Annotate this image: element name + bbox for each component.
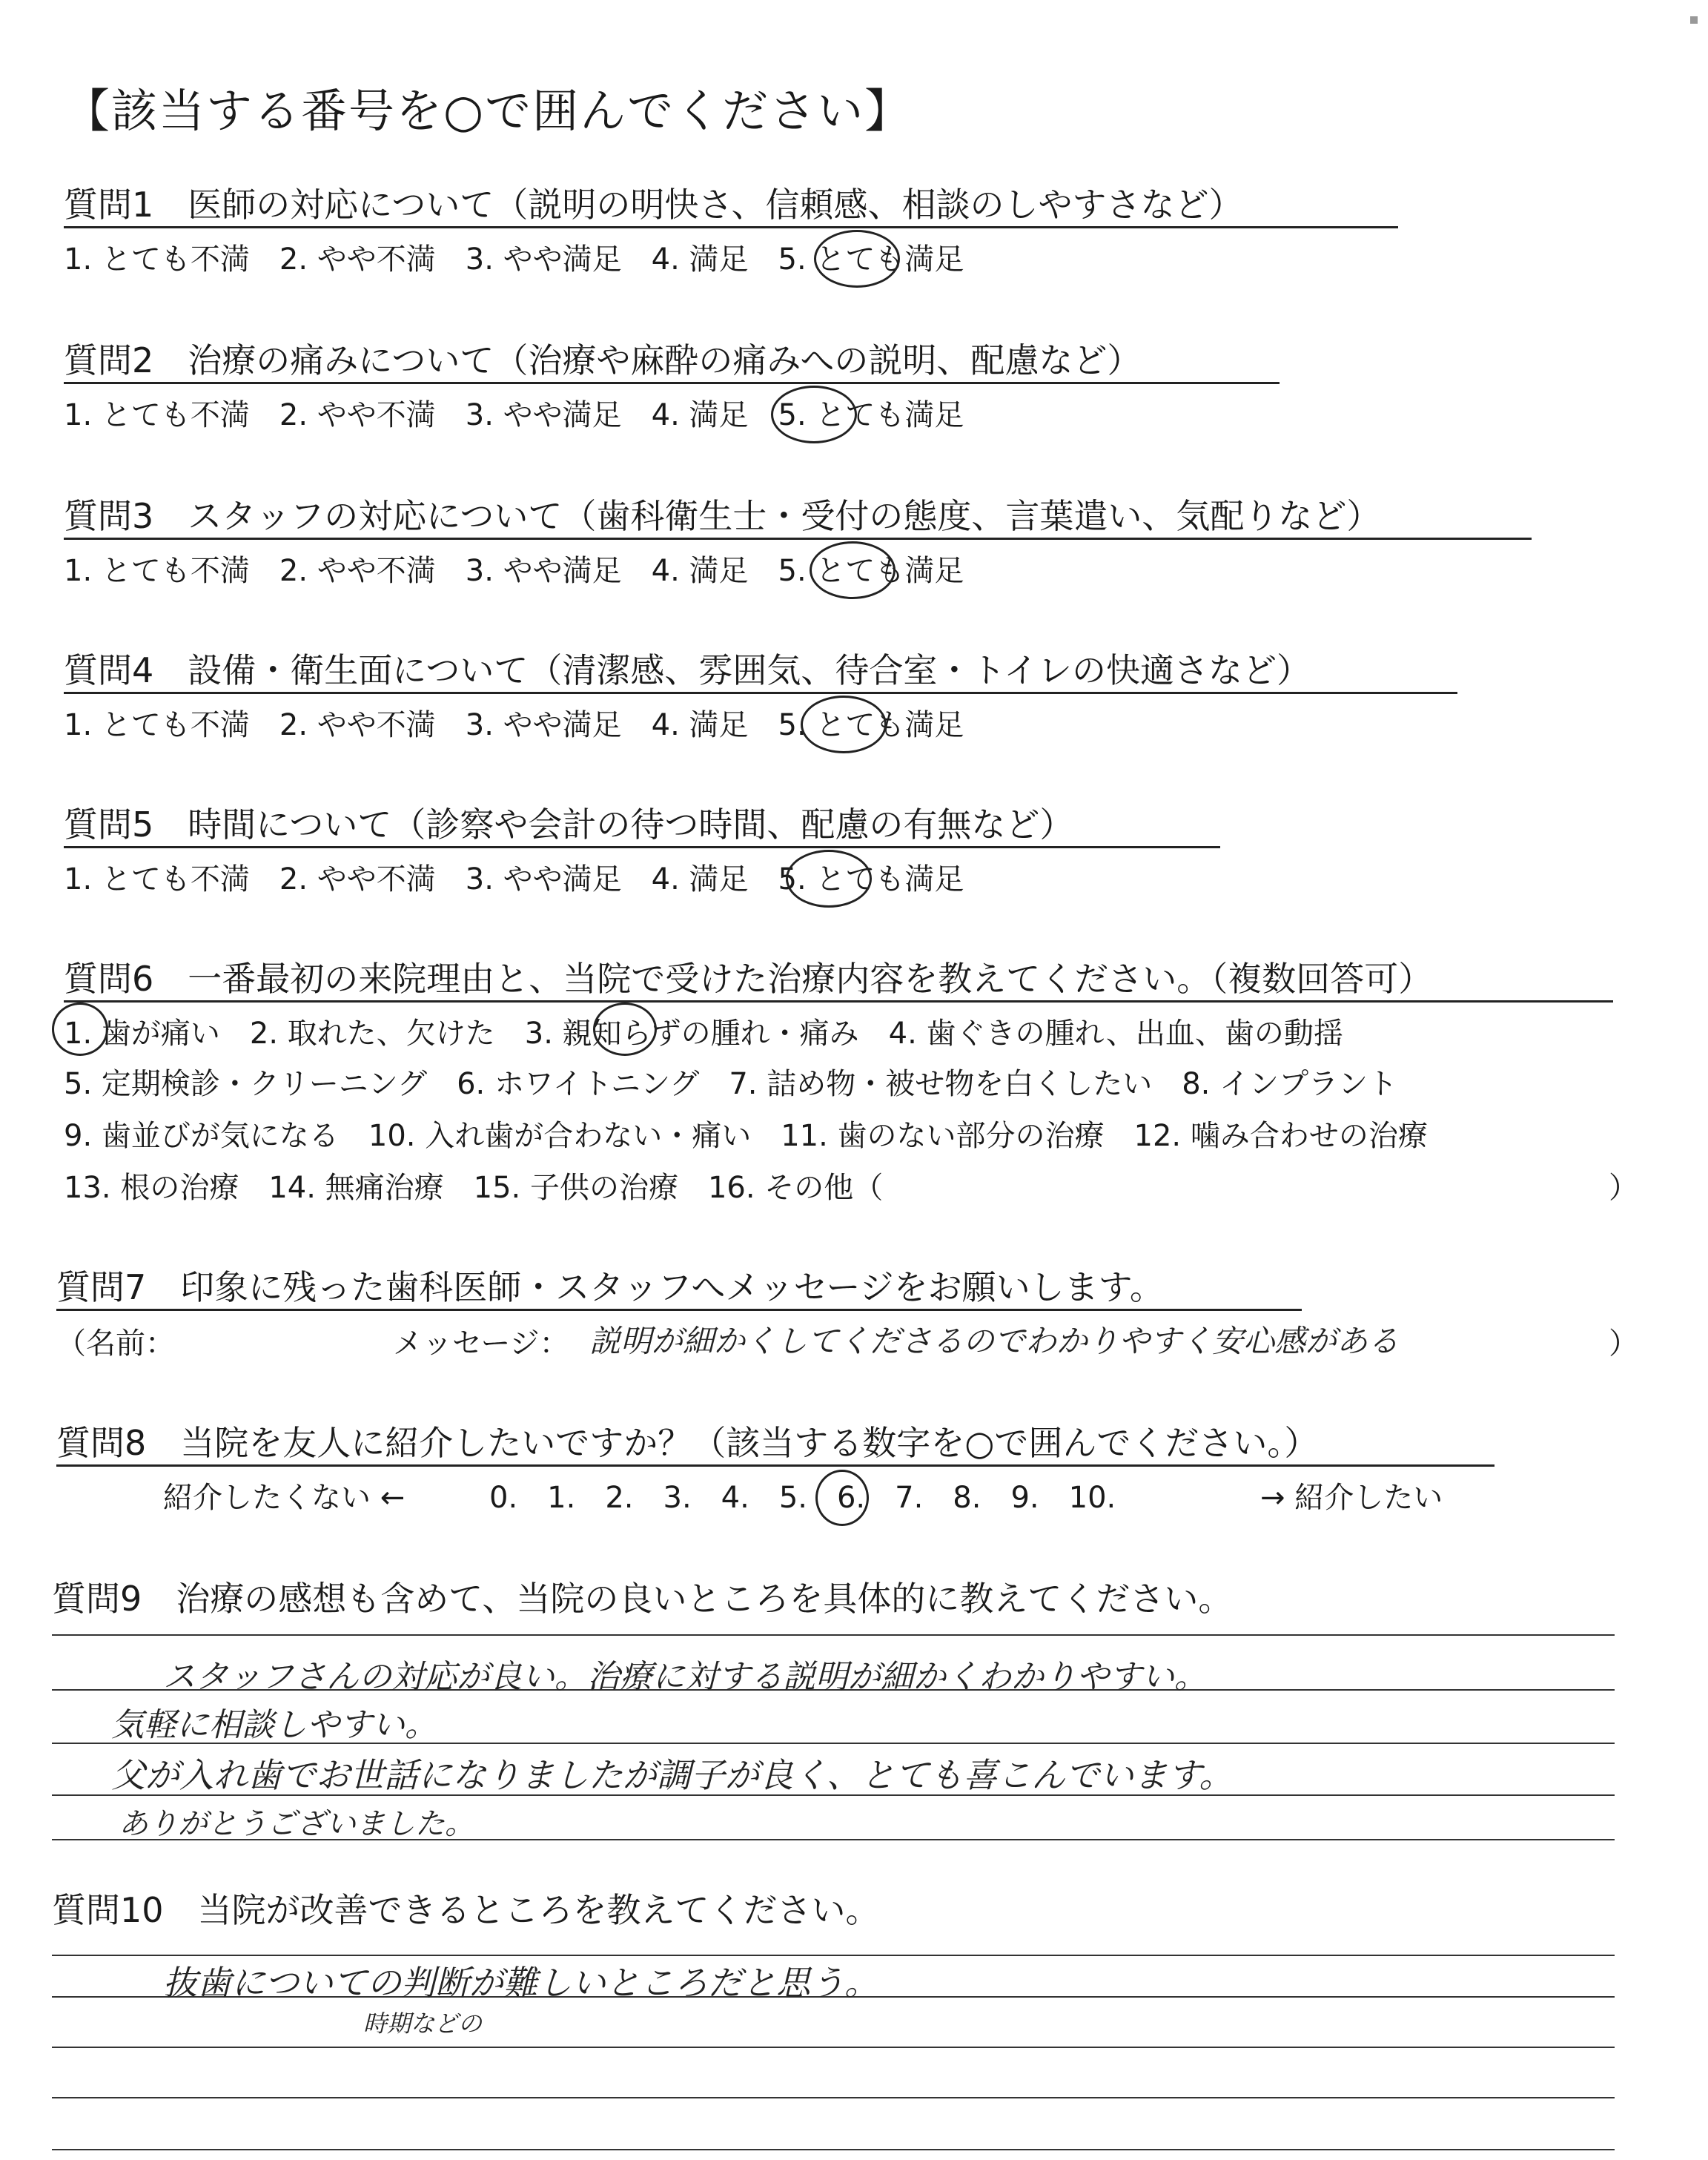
q9-answer-line-3: 父が入れ歯でお世話になりましたが調子が良く、とても喜こんでいます。 bbox=[111, 1755, 1234, 1795]
q2-options: 1. とても不満 2. やや不満 3. やや満足 4. 満足 5. とても満足 bbox=[64, 398, 964, 432]
q6-options-line3: 9. 歯並びが気になる 10. 入れ歯が合わない・痛い 11. 歯のない部分の治療 12. 噛み合わせの治療 bbox=[64, 1119, 1428, 1153]
q8-underline bbox=[56, 1464, 1494, 1467]
q1-heading: 質問1 医師の対応について（説明の明快さ、信頼感、相談のしやすさなど） bbox=[64, 185, 1243, 225]
q8-scale-right-label: → 紹介したい bbox=[1260, 1481, 1443, 1515]
q6-options-line1: 1. 歯が痛い 2. 取れた、欠けた 3. 親知らずの腫れ・痛み 4. 歯ぐきの腫れ、出血、歯の動揺 bbox=[64, 1017, 1343, 1051]
q10-rule-4 bbox=[52, 2097, 1615, 2098]
q8-scale-values: 0. 1. 2. 3. 4. 5. 6. 7. 8. 9. 10. bbox=[489, 1481, 1116, 1515]
q1-underline bbox=[64, 226, 1398, 228]
q7-heading: 質問7 印象に残った歯科医師・スタッフへメッセージをお願いします。 bbox=[56, 1267, 1164, 1307]
q7-name-label: （名前： bbox=[56, 1327, 175, 1361]
q3-options: 1. とても不満 2. やや不満 3. やや満足 4. 満足 5. とても満足 bbox=[64, 554, 964, 588]
q9-answer-line-2: 気軽に相談しやすい。 bbox=[111, 1706, 437, 1744]
q10-heading: 質問10 当院が改善できるところを教えてください。 bbox=[52, 1890, 880, 1930]
q7-underline bbox=[56, 1309, 1302, 1311]
q2-heading: 質問2 治療の痛みについて（治療や麻酔の痛みへの説明、配慮など） bbox=[64, 340, 1142, 380]
q1-options: 1. とても不満 2. やや不満 3. やや満足 4. 満足 5. とても満足 bbox=[64, 242, 964, 277]
q4-heading: 質問4 設備・衛生面について（清潔感、雰囲気、待合室・トイレの快適さなど） bbox=[64, 650, 1311, 690]
q5-options: 1. とても不満 2. やや不満 3. やや満足 4. 満足 5. とても満足 bbox=[64, 862, 964, 896]
q6-other-close: ） bbox=[1609, 1171, 1638, 1205]
q8-scale-left-label: 紹介したくない ← bbox=[163, 1481, 406, 1515]
q1-answer-circle bbox=[814, 230, 900, 288]
q9-heading: 質問9 治療の感想も含めて、当院の良いところを具体的に教えてください。 bbox=[52, 1579, 1233, 1619]
q3-answer-circle bbox=[810, 541, 896, 599]
q6-options-line4: 13. 根の治療 14. 無痛治療 15. 子供の治療 16. その他（ bbox=[64, 1171, 884, 1205]
q2-underline bbox=[64, 382, 1280, 384]
q10-rule-5 bbox=[52, 2149, 1615, 2150]
q5-underline bbox=[64, 846, 1220, 848]
q6-answer-circle-3 bbox=[593, 1003, 657, 1056]
q10-answer-line: 抜歯についての判断が難しいところだと思う。 bbox=[163, 1963, 879, 2003]
q6-heading: 質問6 一番最初の来院理由と、当院で受けた治療内容を教えてください。（複数回答可） bbox=[64, 959, 1433, 999]
scan-mark bbox=[1690, 16, 1698, 24]
q8-answer-circle bbox=[815, 1470, 869, 1526]
q3-underline bbox=[64, 538, 1532, 540]
q6-options-line2: 5. 定期検診・クリーニング 6. ホワイトニング 7. 詰め物・被せ物を白くしたい 8. インプラント bbox=[64, 1067, 1398, 1101]
q7-message-answer: 説明が細かくしてくださるのでわかりやすく安心感がある bbox=[589, 1323, 1400, 1359]
q7-message-close: ） bbox=[1609, 1327, 1638, 1361]
q5-answer-circle bbox=[786, 850, 872, 908]
q9-answer-line-4: ありがとうございました。 bbox=[119, 1807, 474, 1841]
q8-heading: 質問8 当院を友人に紹介したいですか？（該当する数字を○で囲んでください。） bbox=[56, 1423, 1319, 1463]
q9-answer-line-1: スタッフさんの対応が良い。治療に対する説明が細かくわかりやすい。 bbox=[163, 1658, 1207, 1696]
page-title: 【該当する番号を○で囲んでください】 bbox=[64, 84, 913, 138]
q3-heading: 質問3 スタッフの対応について（歯科衛生士・受付の態度、言葉遣い、気配りなど） bbox=[64, 496, 1381, 536]
q4-underline bbox=[64, 692, 1457, 694]
q10-rule-3 bbox=[52, 2047, 1615, 2048]
q4-options: 1. とても不満 2. やや不満 3. やや満足 4. 満足 5. とても満足 bbox=[64, 708, 964, 742]
q4-answer-circle bbox=[801, 696, 887, 753]
q10-answer-note: 時期などの bbox=[363, 2009, 483, 2038]
q6-underline bbox=[64, 1000, 1613, 1003]
q7-message-label: メッセージ： bbox=[393, 1327, 569, 1361]
q9-rule-1 bbox=[52, 1634, 1615, 1636]
q5-heading: 質問5 時間について（診察や会計の待つ時間、配慮の有無など） bbox=[64, 805, 1074, 845]
q6-answer-circle-1 bbox=[52, 1003, 108, 1056]
q2-answer-circle bbox=[771, 386, 857, 443]
